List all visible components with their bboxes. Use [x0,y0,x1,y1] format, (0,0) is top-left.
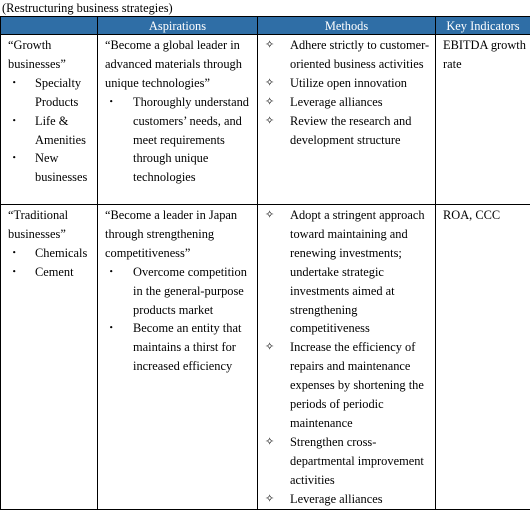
segment-item: ・ Specialty Products [8,74,93,112]
business-cell-growth [1,35,98,205]
method-item: ✧ Leverage alliances [265,93,431,112]
diamond-icon: ✧ [265,206,274,225]
aspirations-cell-growth [98,35,258,205]
table-caption: (Restructuring business strategies) [2,0,173,16]
business-title: “Traditional businesses” [8,206,93,244]
diamond-icon: ✧ [265,338,274,357]
method-item: ✧ Adopt a stringent approach toward maintaining and renewing investments; undertake strategic investments aimed at strengthening competitiveness [265,206,431,338]
business-title: “Growth businesses” [8,36,93,74]
strategy-table [0,16,530,510]
segment-item: ・ Chemicals [8,244,93,263]
aspiration-quote: “Become a global leader in advanced materials through unique technologies” [105,36,253,93]
method-item: ✧ Adhere strictly to customer-oriented business activities [265,36,431,74]
bullet-icon: ・ [105,93,117,112]
header-row [1,17,530,35]
aspiration-point: ・ Overcome competition in the general-purpose products market [105,263,253,320]
method-item: ✧ Review the research and development structure [265,112,431,150]
method-item: ✧ Strengthen cross-departmental improvement activities [265,433,431,490]
header-key-indicators: Key Indicators [436,17,530,35]
bullet-icon: ・ [8,112,20,131]
aspiration-quote: “Become a leader in Japan through strengthening competitiveness” [105,206,253,263]
bullet-icon: ・ [8,263,20,282]
header-methods: Methods [258,17,436,35]
method-item: ✧ Utilize open innovation [265,74,431,93]
key-indicator: EBITDA growth rate [436,35,530,74]
diamond-icon: ✧ [265,93,274,112]
method-item: ✧ Leverage alliances [265,490,431,509]
diamond-icon: ✧ [265,36,274,55]
bullet-icon: ・ [8,244,20,263]
bullet-icon: ・ [105,263,117,282]
method-item: ✧ Increase the efficiency of repairs and maintenance expenses by shortening the periods of periodic maintenance [265,338,431,433]
methods-cell-growth [258,35,436,205]
business-cell-traditional [1,205,98,510]
aspirations-cell-traditional [98,205,258,510]
methods-cell-traditional [258,205,436,510]
diamond-icon: ✧ [265,490,274,509]
diamond-icon: ✧ [265,433,274,452]
diamond-icon: ✧ [265,74,274,93]
segment-item: ・ Life & Amenities [8,112,93,150]
header-blank [1,17,98,35]
indicators-cell-traditional [436,205,530,510]
indicators-cell-growth [436,35,530,205]
key-indicator: ROA, CCC [436,205,530,225]
segment-item: ・ Cement [8,263,93,282]
aspiration-point: ・ Become an entity that maintains a thirst for increased efficiency [105,319,253,376]
header-aspirations: Aspirations [98,17,258,35]
bullet-icon: ・ [8,149,20,168]
diamond-icon: ✧ [265,112,274,131]
bullet-icon: ・ [8,74,20,93]
bullet-icon: ・ [105,319,117,338]
aspiration-point: ・ Thoroughly understand customers’ needs, and meet requirements through unique technologies [105,93,253,188]
segment-item: ・ New businesses [8,149,93,187]
table-row-growth [1,35,530,205]
table-row-traditional [1,205,530,510]
